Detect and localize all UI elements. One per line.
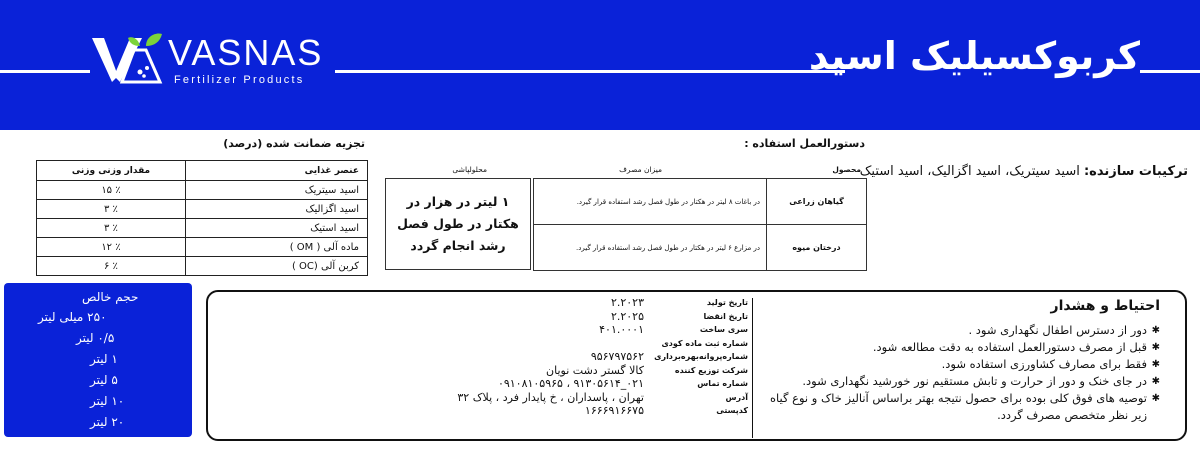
value-cell: ٪ ۱۵	[37, 181, 186, 200]
table-row	[37, 219, 368, 238]
header-line	[0, 70, 90, 73]
info-label: کدپستی	[716, 406, 748, 415]
package-sizes-box	[4, 283, 192, 437]
brand-logo	[90, 30, 340, 100]
info-label: تاریخ انقضا	[703, 311, 748, 321]
header-line	[335, 70, 845, 73]
batch-number: ۴۰۱.۰۰۰۱	[599, 323, 644, 336]
crop-cell: گیاهان زراعی	[767, 179, 867, 225]
warnings-list	[760, 322, 1160, 424]
col-product-header: محصول	[832, 165, 861, 174]
flask-leaf-icon	[90, 30, 170, 90]
element-cell: ماده آلی ( OM )	[185, 238, 367, 257]
instructions-title: دستورالعمل استفاده :	[744, 137, 865, 150]
distributor-name: کالا گستر دشت نویان	[546, 363, 644, 377]
size-item: ۲۰ لیتر	[90, 415, 125, 429]
sizes-title: حجم خالص	[82, 290, 139, 304]
col-value-header: مقدار وزنی وزنی	[37, 161, 186, 181]
table-row	[534, 225, 867, 271]
info-label: آدرس	[725, 392, 748, 402]
info-label: شرکت توزیع کننده	[674, 365, 748, 375]
rate-cell: در باغات ۸ لیتر در هکتار در طول فصل رشد استفاده قرار گیرد.	[534, 179, 767, 225]
product-title: کربوکسیلیک اسید	[808, 34, 1140, 78]
info-label: شماره‌پروانه‌بهره‌برداری	[654, 352, 748, 361]
composition-value: اسید سیتریک، اسید اگزالیک، اسید استیک	[859, 164, 1080, 179]
size-item: ۲۵۰ میلی لیتر	[38, 310, 107, 324]
table-row	[37, 257, 368, 276]
info-label: تاریخ تولید	[706, 298, 748, 307]
size-item: ۱ لیتر	[90, 352, 118, 366]
warnings-title: احتیاط و هشدار	[1050, 298, 1160, 314]
postal-code: ۱۶۶۶۹۱۶۶۷۵	[584, 404, 644, 417]
size-item: ۰/۵ لیتر	[76, 331, 115, 345]
list-item: ✱ فقط برای مصارف کشاورزی استفاده شود.	[760, 356, 1160, 373]
brand-name: VASNAS	[168, 32, 324, 73]
element-cell: اسید استیک	[185, 219, 367, 238]
table-row	[37, 238, 368, 257]
rate-cell: در مزارع ۶ لیتر در هکتار در طول فصل رشد استفاده قرار گیرد.	[534, 225, 767, 271]
list-item: ✱ در جای خنک و دور از حرارت و تابش مستقیم نور خورشید نگهداری شود.	[760, 373, 1160, 390]
value-cell: ٪ ۳	[37, 200, 186, 219]
list-item: ✱ قبل از مصرف دستورالعمل استفاده به دقت مطالعه شود.	[760, 339, 1160, 356]
col-rate-header: میزان مصرف	[619, 165, 662, 174]
box-divider	[752, 298, 753, 438]
guarantee-table	[36, 160, 368, 276]
product-info-values	[430, 296, 644, 418]
usage-column-headers	[385, 165, 867, 177]
info-label: شماره تماس	[697, 379, 748, 388]
header-banner	[0, 0, 1200, 130]
value-cell: ٪ ۳	[37, 219, 186, 238]
registration-number	[430, 337, 644, 351]
contact-phone: ۰۲۱_۹۱۳۰۵۶۱۴ ، ۰۹۱۰۸۱۰۵۹۶۵	[497, 377, 644, 390]
product-info-labels	[654, 296, 748, 418]
header-line	[1140, 70, 1200, 73]
col-solution-header: محلولپاشی	[452, 165, 487, 174]
expiry-date: ۲.۲۰۲۵	[610, 309, 644, 323]
license-number: ۹۵۶۷۹۷۵۶۲	[590, 350, 644, 363]
guarantee-title: تجزیه ضمانت شده (درصد)	[223, 137, 365, 150]
composition-line	[859, 164, 1188, 179]
size-item: ۱۰ لیتر	[90, 394, 125, 408]
crop-cell: درختان میوه	[767, 225, 867, 271]
element-cell: کربن آلی (OC )	[185, 257, 367, 276]
list-item: ✱ دور از دسترس اطفال نگهداری شود .	[760, 322, 1160, 339]
composition-label: ترکیبات سازنده:	[1083, 164, 1188, 179]
brand-tagline: Fertilizer Products	[174, 74, 305, 86]
solution-instruction: ۱ لیتر در هزار در هکتار در طول فصل رشد انجام گردد	[385, 178, 531, 270]
value-cell: ٪ ۶	[37, 257, 186, 276]
table-header-row	[37, 161, 368, 181]
info-label: سری ساخت	[699, 325, 748, 334]
table-row	[37, 181, 368, 200]
size-item: ۵ لیتر	[90, 373, 118, 387]
col-element-header: عنصر غذایی	[185, 161, 367, 181]
address: تهران ، پاسداران ، خ پایدار فرد ، پلاک ۳۲	[457, 390, 644, 404]
list-item: ✱ توصیه های فوق کلی بوده برای حصول نتیجه بهتر براساس آنالیز خاک و نوع گیاه زیر نظر متخصص مصرف گردد.	[760, 390, 1160, 424]
value-cell: ٪ ۱۲	[37, 238, 186, 257]
production-date: ۲.۲۰۲۳	[610, 296, 644, 309]
element-cell: اسید سیتریک	[185, 181, 367, 200]
info-label: شماره ثبت ماده کودی	[661, 338, 748, 348]
table-row	[534, 179, 867, 225]
element-cell: اسید اگزالیک	[185, 200, 367, 219]
usage-table	[533, 178, 867, 271]
table-row	[37, 200, 368, 219]
